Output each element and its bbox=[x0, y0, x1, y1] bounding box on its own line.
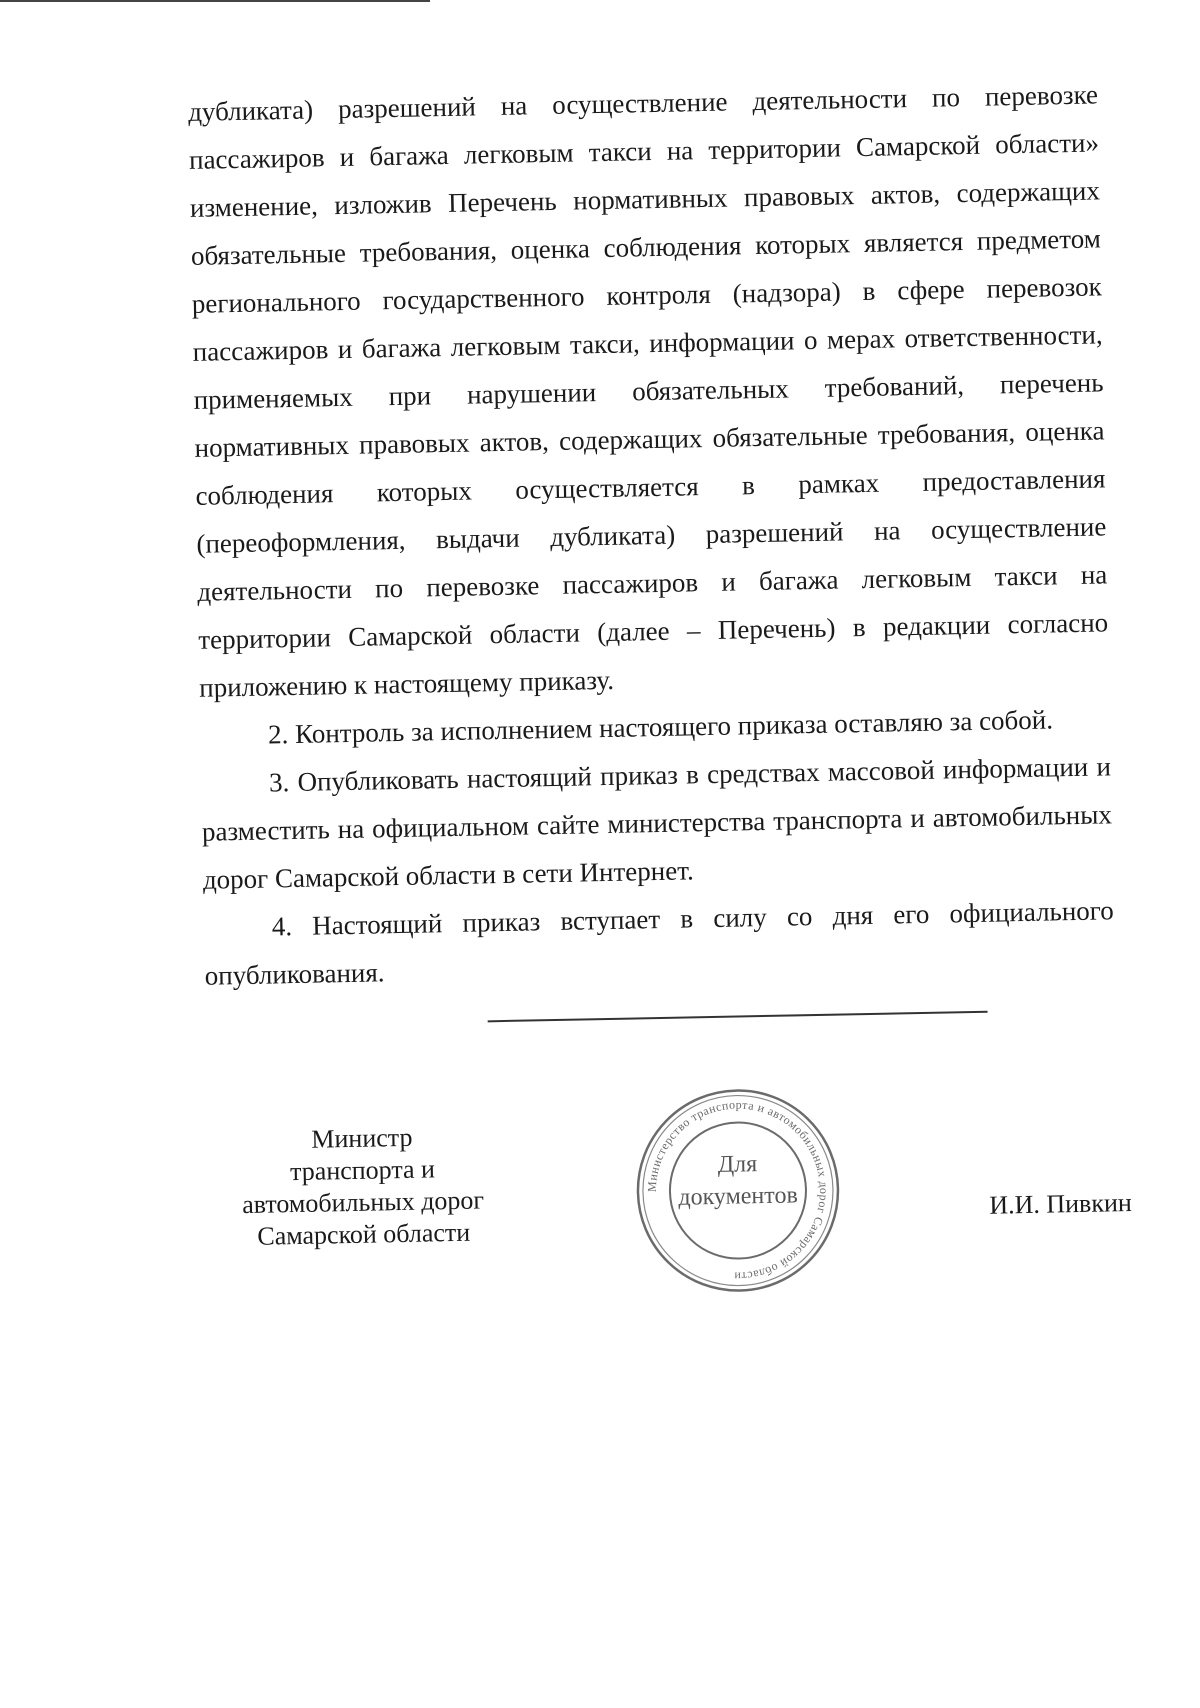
official-seal bbox=[631, 1084, 845, 1298]
position-line: автомобильных дорог bbox=[241, 1185, 485, 1220]
paragraph-3: 3. Опубликовать настоящий приказ в средствах массовой информации и разместить на официальном сайте министерства транспорта и автомобильных дорог Самарской области в сети Интернет. bbox=[201, 751, 1113, 895]
seal-center-line: документов bbox=[678, 1182, 799, 1211]
document-body bbox=[188, 70, 1115, 999]
paragraph-2: 2. Контроль за исполнением настоящего приказа оставляю за собой. bbox=[267, 704, 1054, 750]
position-line: Самарской области bbox=[257, 1217, 471, 1251]
paragraph-1: дубликата) разрешений на осуществление деятельности по перевозке пассажиров и багажа легковым такси на территории Самарской области» изменение, изложив Перечень нормативных правовых актов, содержащих обязательные требования, оценка соблюдения которых является предметом регионального государственного контроля (надзора) в сфере перевозок пассажиров и багажа легковым такси, информации о мерах ответственности, применяемых при нарушении обязательных требований, перечень нормативных правовых актов, содержащих обязательные требования, оценка соблюдения которых осуществляется в рамках предоставления (переоформления, выдачи дубликата) разрешений на осуществление деятельности по перевозке пассажиров и багажа легковым такси на территории Самарской области (далее – Перечень) в редакции согласно приложению к настоящему приказу. bbox=[187, 79, 1109, 703]
position-line: транспорта и bbox=[289, 1154, 436, 1187]
position-line: Министр bbox=[311, 1122, 413, 1154]
signatory-name: И.И. Пивкин bbox=[989, 1187, 1133, 1220]
signature-separator-line bbox=[488, 1011, 988, 1023]
seal-ring-text: Министерство транспорта и автомобильных дорог Самарской области bbox=[644, 1097, 831, 1284]
top-edge-rule bbox=[0, 0, 430, 2]
seal-center-line: Для bbox=[717, 1151, 758, 1178]
signatory-position bbox=[212, 1120, 514, 1254]
paragraph-4: 4. Настоящий приказ вступает в силу со дня его официального опубликования. bbox=[204, 895, 1114, 991]
